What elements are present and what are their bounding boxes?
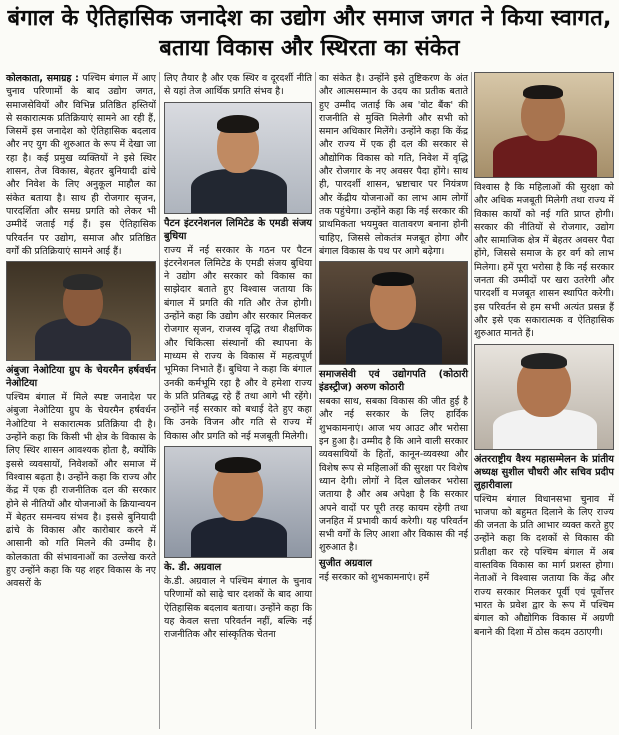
column-3 xyxy=(319,72,468,584)
intro-paragraph xyxy=(6,72,156,258)
photo-caption: के. डी. अग्रवाल xyxy=(164,562,222,574)
photo-sushil-chaudhary xyxy=(474,344,614,450)
column-1 xyxy=(6,72,156,591)
hair-shape xyxy=(217,115,259,133)
suit-shape xyxy=(191,169,287,214)
photo-sanjay-budhia xyxy=(164,102,312,214)
hair-shape xyxy=(521,353,567,369)
hair-shape xyxy=(63,274,103,290)
body-paragraph: के.डी. अग्रवाल ने पश्चिम बंगाल के चुनाव परिणामों को साढ़े चार दशकों के बाद आया ऐतिहासिक बदलाव बताया। उन्होंने कहा कि यह केवल सत्ता परिवर्तन नहीं, बल्कि नई राजनीतिक और सांस्कृतिक चेतना xyxy=(164,576,312,641)
body-paragraph: पश्चिम बंगाल विधानसभा चुनाव में भाजपा को बहुमत दिलाने के लिए राज्य की जनता के प्रति आभार व्यक्त करते हुए उन्होंने कहा कि दशकों से विकास की प्रतीक्षा कर रहे पश्चिम बंगाल में अब वास्तविक विकास का मार्ग प्रशस्त होगा। नेताओं ने विश्वास जताया कि केंद्र और राज्य सरकार मिलकर पूर्वी एवं पूर्वोत्तर भारत के प्रवेश द्वार के रूप में पश्चिम बंगाल को औद्योगिक विकास में अग्रणी बनाने की दिशा में ठोस कदम उठाएगी। xyxy=(474,493,614,638)
column-divider xyxy=(159,72,160,729)
body-paragraph: नई सरकार को शुभकामनाएं। हमें xyxy=(319,571,430,583)
intro-text: पश्चिम बंगाल में आए चुनाव परिणामों के बाद उद्योग जगत, समाजसेवियों और विभिन्न प्रतिष्ठित हस्तियों से सकारात्मक प्रतिक्रियाएं सामने आ रही हैं, जिसमें इस जनादेश को ऐतिहासिक बदलाव और नए युग की शुरुआत के रूप में देखा जा रहा है। कई प्रमुख व्यक्तियों ने इसे स्थिर शासन, तेज विकास, बेहतर बुनियादी ढांचे और निवेश के लिए अनुकूल माहौल का संकेत बताया है। साथ ही रोजगार सृजन, पारदर्शिता और समग्र प्रगति को लेकर भी उम्मीदें जताई गई हैं। इस ऐतिहासिक परिवर्तन पर उद्योग, समाज और प्रतिष्ठित वर्गों की प्रतिक्रियाएं सामने आई हैं। xyxy=(6,73,156,257)
photo-caption: पैटन इंटरनेशनल लिमिटेड के एमडी संजय बुधिया xyxy=(164,217,312,242)
body-paragraph: विश्वास है कि महिलाओं की सुरक्षा को और अधिक मजबूती मिलेगी तथा राज्य में विकास कार्यों को नई गति प्राप्त होगी। सरकार की नीतियों से रोजगार, उद्योग और सामाजिक क्षेत्र में बेहतर अवसर पैदा होंगे, जिससे समाज के हर वर्ग को लाभ मिलेगा। हमें पूरा भरोसा है कि नई सरकार जनता की उम्मीदों पर खरा उतरेगी और पारदर्शी व मजबूत शासन स्थापित करेगी। इस परिवर्तन से हम सभी अत्यंत प्रसन्न हैं और इसे एक सकारात्मक व ऐतिहासिक शुरुआत मानते हैं। xyxy=(474,182,614,340)
dateline: कोलकाता, समाग्रह : xyxy=(6,73,79,84)
hair-shape xyxy=(215,457,261,473)
photo-caption: अंबुजा नेओटिया ग्रुप के चेयरमैन हर्षवर्धन नेओटिया xyxy=(6,365,156,390)
hair-shape xyxy=(372,272,414,286)
column-divider xyxy=(315,72,316,729)
photo-kd-agarwal xyxy=(164,446,312,558)
photo-arun-kothari xyxy=(319,261,468,365)
photo-harshavardhan-neotia xyxy=(6,261,156,361)
headline: बंगाल के ऐतिहासिक जनादेश का उद्योग और समाज जगत ने किया स्वागत, बताया विकास और स्थिरता का संकेत xyxy=(7,6,612,61)
column-4 xyxy=(474,72,614,639)
suit-shape xyxy=(191,517,287,558)
body-paragraph: लिए तैयार है और एक स्थिर व दूरदर्शी नीति से यहां तेज आर्थिक प्रगति संभव है। xyxy=(164,73,312,98)
column-divider xyxy=(471,72,472,729)
photo-caption: अंतरराष्ट्रीय वैश्य महासम्मेलन के प्रांतीय अध्यक्ष सुशील चौधरी और सचिव प्रदीप लुहारीवाला xyxy=(474,453,614,491)
photo-sujeet-agarwal xyxy=(474,72,614,178)
photo-caption: समाजसेवी एवं उद्योगपति (कोठारी इंडस्ट्रीज) अरुण कोठारी xyxy=(319,369,468,394)
column-2 xyxy=(164,72,312,642)
body-paragraph: सबका साथ, सबका विकास की जीत हुई है और नई सरकार के लिए हार्दिक शुभकामनाएं। आज भय आउट और भरोसा इन हुआ है। उम्मीद है कि आने वाली सरकार व्यवसायियों के हितों, कानून-व्यवस्था और विशेष रूप से महिलाओं की सुरक्षा पर विशेष ध्यान देगी। लोगों ने दिल खोलकर भरोसा जताया है और अब अपेक्षा है कि सरकार अपने वादों पर पूरी तरह कायम रहेगी तथा जनहित में प्रभावी कार्य करेगी। यह परिवर्तन सभी वर्गों के लिए आशा और विकास की नई शुरुआत है। xyxy=(319,396,468,554)
body-paragraph: का संकेत है। उन्होंने इसे तुष्टिकरण के अंत और आत्मसम्मान के उदय का प्रतीक बताते हुए उम्मीद जताई कि अब 'वोट बैंक' की राजनीति से मुक्ति मिलेगी और सभी को समान अधिकार मिलेंगे। उन्होंने कहा कि केंद्र और राज्य में एक ही दल की सरकार से औद्योगिक विकास को गति, निवेश में वृद्धि और रोजगार के नए अवसर पैदा होंगे। साथ ही, पारदर्शी शासन, भ्रष्टाचार पर नियंत्रण और केंद्रीय योजनाओं का लाभ आम लोगों तक पहुंचेगा। उन्होंने कहा कि नई सरकार की प्राथमिकता भयमुक्त वातावरण बनाना होनी चाहिए, जिससे लोकतंत्र मजबूत होगा और बंगाल विकास के पथ पर आगे बढ़ेगा। xyxy=(319,73,468,257)
suit-shape xyxy=(493,135,597,178)
body-paragraph: पश्चिम बंगाल में मिले स्पष्ट जनादेश पर अंबुजा नेओटिया ग्रुप के चेयरमैन हर्षवर्धन नेओटिया ने सकारात्मक प्रतिक्रिया दी है। उन्होंने कहा कि किसी भी क्षेत्र के विकास के लिए स्थिर शासन आवश्यक होता है, क्योंकि इससे व्यवसायों, निवेशकों और समाज में विश्वास बढ़ता है। उन्होंने कहा कि राज्य और केंद्र में एक ही राजनीतिक दल की सरकार होने से नीतियों और योजनाओं के क्रियान्वयन में बेहतर समन्वय संभव है। इससे बुनियादी ढांचे के विकास और कारोबार करने में आसानी को गति मिलने की उम्मीद है। कोलकाता की संभावनाओं का उल्लेख करते हुए उन्होंने कहा कि यह शहर विकास के नए अवसरों के xyxy=(6,392,156,590)
hair-shape xyxy=(523,85,563,99)
photo-caption: सुजीत अग्रवाल xyxy=(319,557,373,569)
body-paragraph: राज्य में नई सरकार के गठन पर पैटन इंटरनेशनल लिमिटेड के एमडी संजय बुधिया ने उद्योग और सरकार को विकास का साझेदार बताते हुए विश्वास जताया कि बंगाल में प्रगति की गति और तेज होगी। उन्होंने कहा कि उद्योग और सरकार मिलकर रोजगार सृजन, राजस्व वृद्धि तथा शैक्षणिक और चिकित्सा संस्थानों की स्थापना के माध्यम से राज्य के विकास में महत्वपूर्ण भूमिका निभाते हैं। बुधिया ने कहा कि बंगाल उनकी कर्मभूमि रहा है और वे हमेशा राज्य के प्रति प्रतिबद्ध रहे हैं तथा आगे भी रहेंगे। उन्होंने नई सरकार को बधाई देते हुए कहा कि उनके विजन और गति से राज्य में विकास और प्रगति को नई मजबूती मिलेगी। xyxy=(164,244,312,442)
